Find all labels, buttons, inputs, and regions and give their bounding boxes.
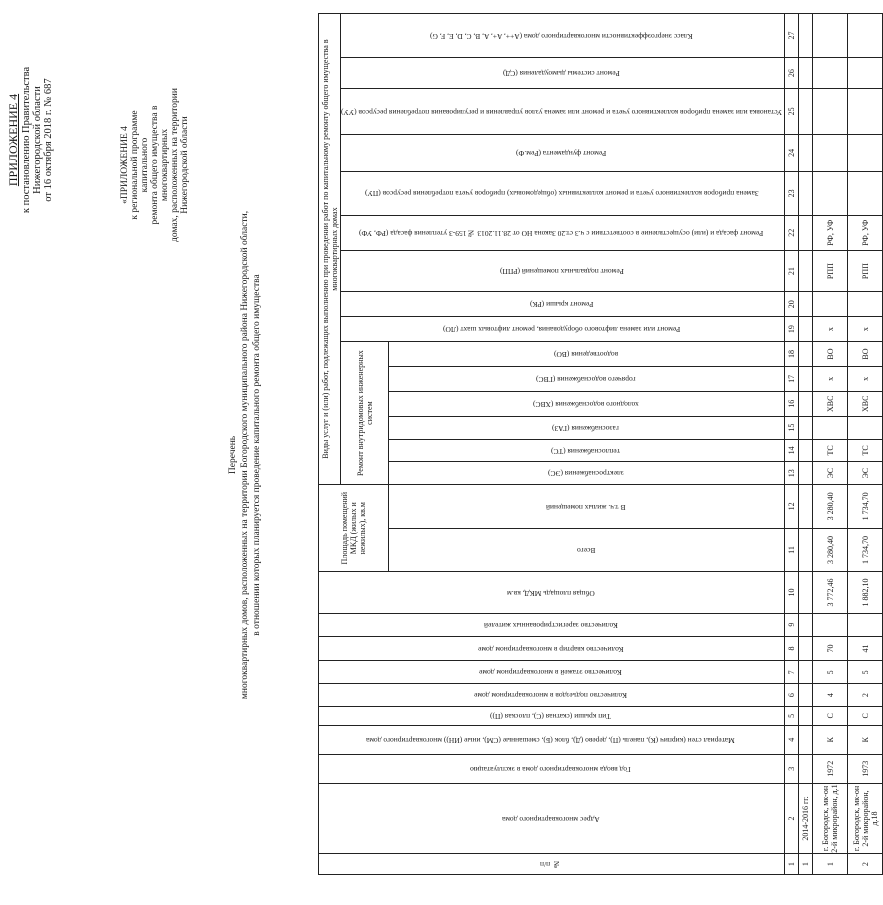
header-control-units: Установка или замена приборов коллективного учета и ремонт или замена узлов управления и регулирования потребления ресурсов (УУ) — [341, 89, 785, 135]
header-meters: Замена приборов коллективного учета и ремонт коллективных (общедомовых) приборов учета потребления ресурсов (ПУ) — [341, 172, 785, 216]
header-cold-water: холодного водоснабжения (ХВС) — [389, 391, 785, 416]
column-numbers-row — [785, 14, 799, 875]
row-lo: х — [813, 317, 848, 342]
row-remf — [813, 134, 848, 171]
col-number: 16 — [785, 391, 799, 416]
row-energy — [848, 14, 883, 58]
sub-appendix-line: домах, расположенных на территории — [170, 88, 180, 242]
row-rf: РФ, УФ — [813, 215, 848, 250]
row-wall: К — [848, 725, 883, 754]
header-electricity: электроснабжения (ЭС) — [389, 462, 785, 485]
row-roof: С — [848, 707, 883, 726]
col-number: 7 — [785, 661, 799, 684]
row-rf: РФ, УФ — [848, 215, 883, 250]
appendix-header — [6, 15, 54, 265]
header-smoke-removal: Ремонт системы дымоудаления (СД) — [341, 58, 785, 89]
header-systems-group: Ремонт внутридомовых инженерных систем — [341, 342, 389, 485]
row-wall: К — [813, 725, 848, 754]
row-pu — [813, 172, 848, 216]
row-pu — [848, 172, 883, 216]
appendix-line: от 16 октября 2018 г. № 687 — [43, 78, 54, 202]
header-apartments: Количество квартир в многоквартирном доме — [319, 636, 785, 661]
header-residents: Количество зарегистрированных жителей — [319, 613, 785, 636]
row-area-all: 1 734,70 — [848, 528, 883, 572]
col-number: 9 — [785, 613, 799, 636]
row-entrances: 4 — [813, 684, 848, 707]
row-ts: ТС — [848, 439, 883, 462]
header-total-area: Общая площадь МКД, кв.м — [319, 572, 785, 613]
row-es: ЭС — [848, 462, 883, 485]
col-number: 1 — [785, 854, 799, 875]
row-address: г. Богородск, мк-он 2-й микрорайон, д.18 — [848, 783, 883, 854]
col-number: 27 — [785, 14, 799, 58]
header-heating: теплоснабжения (ТС) — [389, 439, 785, 462]
row-energy — [813, 14, 848, 58]
col-number: 22 — [785, 215, 799, 250]
header-entrances: Количество подъездов в многоквартирном доме — [319, 684, 785, 707]
header-area-total: Всего — [389, 528, 785, 572]
header-wall-material: Материал стен (кирпич (К), панель (П), дерево (Д), блок (Б), смешанные (СМ), иные (ИН)) многоквартирного дома — [319, 725, 785, 754]
col-number: 3 — [785, 754, 799, 783]
row-num: 1 — [813, 854, 848, 875]
row-apartments: 41 — [848, 636, 883, 661]
row-address: г. Богородск, мк-он 2-й микрорайон, д.1 — [813, 783, 848, 854]
col-number: 26 — [785, 58, 799, 89]
sub-appendix-line: к региональной программе — [130, 110, 140, 220]
header-address: Адрес многоквартирного дома — [319, 783, 785, 854]
header-area-living: В т.ч. жилых помещений — [389, 485, 785, 529]
header-facade: Ремонт фасада и (или) осуществление в соответствии с ч.3 ст.20 Закона НО от 28.11.2013 №159-З утепления фасада (РФ, УФ) — [341, 215, 785, 250]
header-foundation: Ремонт фундамента (Рем.Ф) — [341, 134, 785, 171]
row-ts: ТС — [813, 439, 848, 462]
row-total-area: 1 882,10 — [848, 572, 883, 613]
appendix-line: Нижегородской области — [32, 86, 43, 194]
row-rk — [848, 292, 883, 317]
row-rpp: РПП — [813, 250, 848, 291]
row-floors: 5 — [848, 661, 883, 684]
row-es: ЭС — [813, 462, 848, 485]
sub-appendix-header — [120, 20, 190, 310]
col-number: 8 — [785, 636, 799, 661]
header-gas: газоснабжения (ГАЗ) — [389, 416, 785, 439]
row-sd — [813, 58, 848, 89]
row-total-area: 3 772,46 — [813, 572, 848, 613]
table-row — [848, 14, 883, 875]
houses-table — [318, 13, 883, 875]
col-number: 10 — [785, 572, 799, 613]
header-lift: Ремонт или замена лифтового оборудования, ремонт лифтовых шахт (ЛО) — [341, 317, 785, 342]
header-hot-water: горячего водоснабжения (ГВС) — [389, 366, 785, 391]
header-area-group: Площадь помещений МКД (жилых и нежилых), кв.м — [319, 485, 389, 572]
header-floors: Количество этажей в многоквартирном доме — [319, 661, 785, 684]
period-row — [799, 14, 813, 875]
row-vo: ВО — [848, 342, 883, 367]
row-residents — [848, 613, 883, 636]
header-roof-repair: Ремонт крыши (РК) — [341, 292, 785, 317]
header-roof-type: Тип крыши (скатная (С), плоская (П)) — [319, 707, 785, 726]
row-year: 1972 — [813, 754, 848, 783]
row-gaz — [813, 416, 848, 439]
header-year: Год ввода многоквартирного дома в эксплуатацию — [319, 754, 785, 783]
header-works-group: Виды услуг и (или) работ, подлежащих выполнению при проведении работ по капитальному ремонту общего имущества в многоквартирных домах — [319, 14, 341, 485]
sub-appendix-line: «ПРИЛОЖЕНИЕ 4 — [120, 126, 130, 204]
title-line: Перечень — [228, 435, 238, 475]
row-lo: х — [848, 317, 883, 342]
row-floors: 5 — [813, 661, 848, 684]
col-number: 18 — [785, 342, 799, 367]
sub-appendix-line: ремонта общего имущества в — [150, 105, 160, 225]
col-number: 6 — [785, 684, 799, 707]
sub-appendix-line: капитального — [140, 137, 150, 193]
row-uu — [813, 89, 848, 135]
col-number: 15 — [785, 416, 799, 439]
col-number: 20 — [785, 292, 799, 317]
period-num: 1 — [799, 854, 813, 875]
table-row — [813, 14, 848, 875]
col-number: 17 — [785, 366, 799, 391]
row-uu — [848, 89, 883, 135]
row-gaz — [848, 416, 883, 439]
col-number: 13 — [785, 462, 799, 485]
header-energy-class: Класс энергоэффективности многоквартирного дома (A++, A+, A, B, C, D, E, F, G) — [341, 14, 785, 58]
col-number: 14 — [785, 439, 799, 462]
title-line: многоквартирных домов, расположенных на территории Богородского муниципального района Нижегородской области, — [239, 210, 250, 700]
row-apartments: 70 — [813, 636, 848, 661]
appendix-line: к постановлению Правительства — [21, 66, 32, 214]
row-area-living: 3 280,40 — [813, 485, 848, 529]
row-area-all: 3 280,40 — [813, 528, 848, 572]
row-num: 2 — [848, 854, 883, 875]
col-number: 23 — [785, 172, 799, 216]
sub-appendix-line: многоквартирных — [160, 128, 170, 202]
row-hvs: ХВС — [813, 391, 848, 416]
row-area-living: 1 734,70 — [848, 485, 883, 529]
title-line: в отношении которых планируется проведение капитального ремонта общего имущества — [251, 274, 262, 636]
col-number: 25 — [785, 89, 799, 135]
col-number: 12 — [785, 485, 799, 529]
col-number: 24 — [785, 134, 799, 171]
row-hvs: ХВС — [848, 391, 883, 416]
row-entrances: 2 — [848, 684, 883, 707]
col-number: 19 — [785, 317, 799, 342]
row-rpp: РПП — [848, 250, 883, 291]
col-number: 2 — [785, 783, 799, 854]
row-residents — [813, 613, 848, 636]
row-gvs: х — [848, 366, 883, 391]
header-basement: Ремонт подвальных помещений (РПП) — [341, 250, 785, 291]
col-number: 11 — [785, 528, 799, 572]
row-remf — [848, 134, 883, 171]
row-vo: ВО — [813, 342, 848, 367]
col-number: 4 — [785, 725, 799, 754]
col-number: 21 — [785, 250, 799, 291]
header-num: № п/п — [319, 854, 785, 875]
row-sd — [848, 58, 883, 89]
period-label: 2014-2016 гг. — [799, 783, 813, 854]
row-year: 1973 — [848, 754, 883, 783]
header-drainage: водоотведения (ВО) — [389, 342, 785, 367]
row-rk — [813, 292, 848, 317]
row-gvs: х — [813, 366, 848, 391]
appendix-title: ПРИЛОЖЕНИЕ 4 — [6, 93, 20, 187]
document-title — [228, 155, 264, 755]
sub-appendix-line: Нижегородской области — [180, 116, 190, 214]
col-number: 5 — [785, 707, 799, 726]
row-roof: С — [813, 707, 848, 726]
